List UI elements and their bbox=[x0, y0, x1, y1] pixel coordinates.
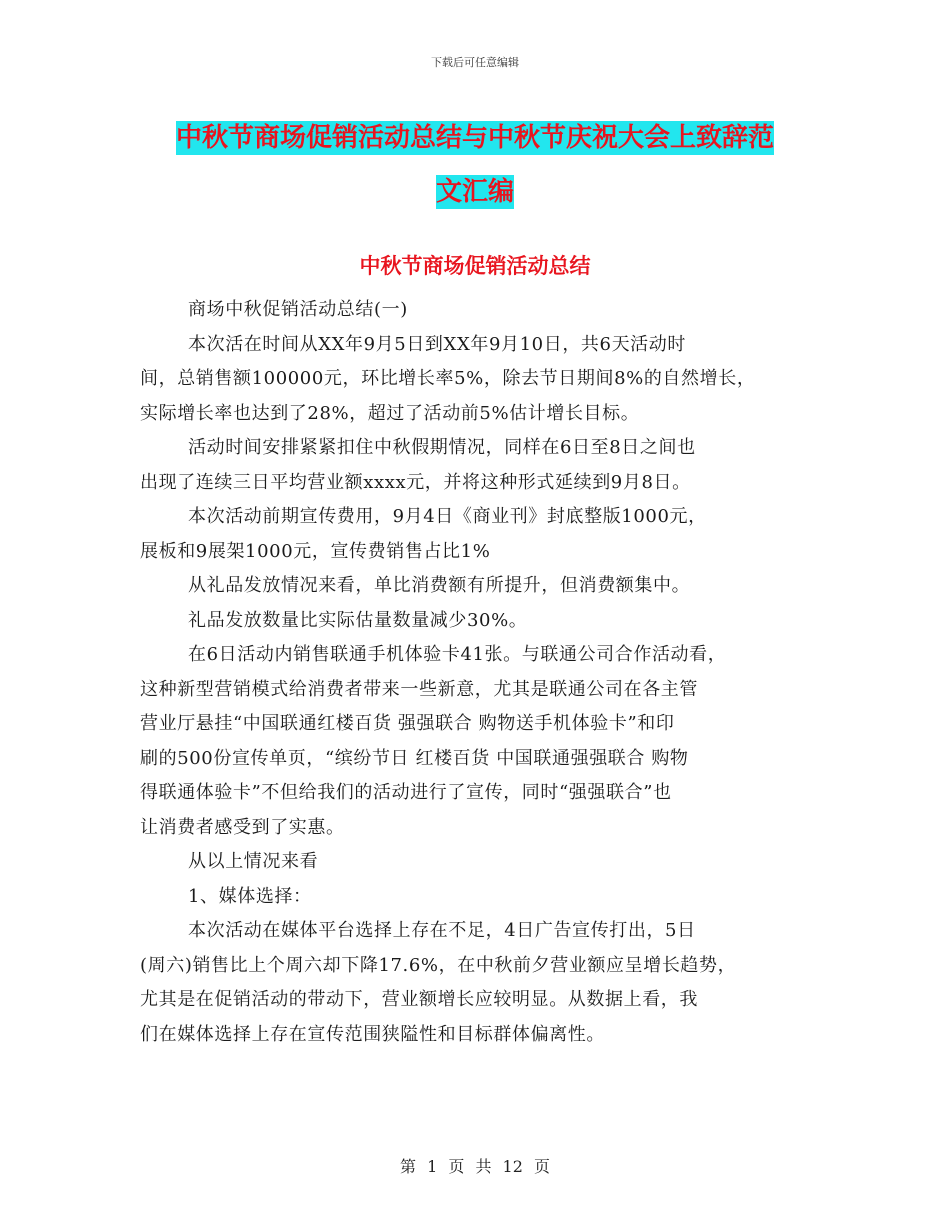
title-line-2: 文汇编 bbox=[435, 177, 514, 207]
body-line: 在6日活动内销售联通手机体验卡41张。与联通公司合作活动看， bbox=[188, 644, 727, 665]
body-line: 让消费者感受到了实惠。 bbox=[140, 816, 345, 838]
page-footer: 第 1 页 共 12 页 bbox=[400, 1157, 550, 1176]
body-line: 活动时间安排紧紧扣住中秋假期情况，同样在6日至8日之间也 bbox=[188, 437, 696, 458]
body-line: 礼品发放数量比实际估量数量减少30%。 bbox=[188, 609, 528, 631]
body-line: 营业厅悬挂“中国联通红楼百货 强强联合 购物送手机体验卡”和印 bbox=[140, 713, 675, 734]
body-line: 得联通体验卡”不但给我们的活动进行了宣传，同时“强强联合”也 bbox=[140, 782, 672, 803]
body-line: 1、媒体选择： bbox=[188, 885, 312, 907]
document-title bbox=[0, 111, 950, 219]
body-line: 出现了连续三日平均营业额xxxx元，并将这种形式延续到9月8日。 bbox=[140, 471, 691, 493]
body-line: 这种新型营销模式给消费者带来一些新意，尤其是联通公司在各主管 bbox=[140, 678, 698, 700]
body-line: (周六)销售比上个周六却下降17.6%，在中秋前夕营业额应呈增长趋势， bbox=[140, 954, 737, 976]
body-line: 本次活在时间从XX年9月5日到XX年9月10日，共6天活动时 bbox=[188, 333, 686, 355]
body-line: 商场中秋促销活动总结(一) bbox=[188, 299, 408, 320]
section-heading: 中秋节商场促销活动总结 bbox=[359, 254, 591, 278]
body-text bbox=[140, 293, 830, 1052]
header-note: 下载后可任意编辑 bbox=[431, 56, 519, 69]
body-line: 实际增长率也达到了28%，超过了活动前5%估计增长目标。 bbox=[140, 402, 640, 424]
title-line-1: 中秋节商场促销活动总结与中秋节庆祝大会上致辞范 bbox=[175, 123, 774, 153]
body-line: 本次活动前期宣传费用，9月4日《商业刊》封底整版1000元， bbox=[188, 506, 707, 527]
body-line: 展板和9展架1000元，宣传费销售占比1% bbox=[140, 540, 491, 562]
body-line: 尤其是在促销活动的带动下，营业额增长应较明显。从数据上看，我 bbox=[140, 989, 698, 1010]
body-line: 从以上情况来看 bbox=[188, 851, 319, 872]
body-line: 本次活动在媒体平台选择上存在不足，4日广告宣传打出，5日 bbox=[188, 920, 696, 941]
body-line: 刷的500份宣传单页，“缤纷节日 红楼百货 中国联通强强联合 购物 bbox=[140, 747, 689, 769]
body-line: 们在媒体选择上存在宣传范围狭隘性和目标群体偏离性。 bbox=[140, 1023, 605, 1045]
body-line: 间，总销售额100000元，环比增长率5%，除去节日期间8%的自然增长， bbox=[140, 368, 756, 389]
body-line: 从礼品发放情况来看，单比消费额有所提升，但消费额集中。 bbox=[188, 575, 691, 596]
